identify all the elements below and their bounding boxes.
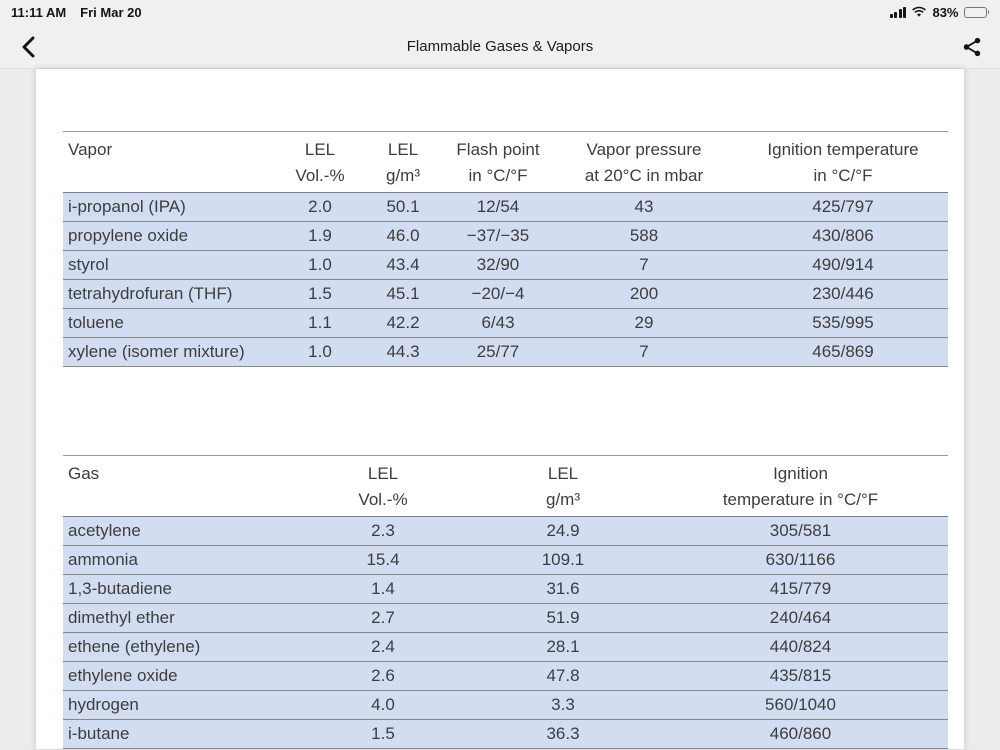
ignition-temp-cell: 490/914 [738,251,948,280]
flash-point-column-header: Flash point in °C/°F [446,132,550,193]
lel-gm3-cell: 3.3 [473,691,653,720]
vapor-name-cell: tetrahydrofuran (THF) [63,280,280,309]
battery-percent: 83% [932,4,959,20]
lel-gm3-cell: 31.6 [473,575,653,604]
lel-vol-column-header: LEL Vol.-% [280,132,360,193]
page-background [0,69,1000,749]
ignition-temp-cell: 560/1040 [653,691,948,720]
vapor-pressure-cell: 43 [550,193,738,222]
battery-icon [964,7,990,18]
lel-gm3-cell: 51.9 [473,604,653,633]
lel-vol-cell: 1.0 [280,251,360,280]
lel-vol-cell: 1.0 [280,338,360,367]
lel-gm3-cell: 24.9 [473,517,653,546]
vapor-name-cell: toluene [63,309,280,338]
flash-point-cell: 25/77 [446,338,550,367]
gas-name-cell: dimethyl ether [63,604,293,633]
table-row [63,193,948,222]
vapor-pressure-cell: 29 [550,309,738,338]
table-row [63,662,948,691]
ignition-temp-cell: 630/1166 [653,546,948,575]
vapor-table-header [63,132,948,193]
flash-point-cell: −20/−4 [446,280,550,309]
gas-table-header [63,456,948,517]
gas-column-header: Gas [63,456,293,517]
lel-vol-cell: 2.6 [293,662,473,691]
lel-gm3-cell: 50.1 [360,193,446,222]
lel-vol-cell: 2.0 [280,193,360,222]
gas-name-cell: 1,3-butadiene [63,575,293,604]
nav-bar [0,24,1000,69]
lel-gm3-column-header: LEL g/m³ [360,132,446,193]
page-title: Flammable Gases & Vapors [406,37,594,55]
status-bar [0,0,1000,24]
lel-vol-cell: 1.4 [293,575,473,604]
ignition-temp-cell: 230/446 [738,280,948,309]
lel-vol-cell: 15.4 [293,546,473,575]
lel-vol-cell: 1.5 [280,280,360,309]
table-row [63,691,948,720]
gas-name-cell: ammonia [63,546,293,575]
table-row [63,280,948,309]
gas-name-cell: ethylene oxide [63,662,293,691]
ignition-temp-cell: 440/824 [653,633,948,662]
vapor-name-cell: styrol [63,251,280,280]
vapor-pressure-cell: 200 [550,280,738,309]
flash-point-cell: 6/43 [446,309,550,338]
flash-point-cell: 32/90 [446,251,550,280]
vapor-pressure-cell: 7 [550,251,738,280]
lel-vol-cell: 2.4 [293,633,473,662]
lel-gm3-cell: 46.0 [360,222,446,251]
ignition-temp-cell: 305/581 [653,517,948,546]
table-row [63,575,948,604]
table-row [63,309,948,338]
vapor-name-cell: xylene (isomer mixture) [63,338,280,367]
ignition-temp-cell: 535/995 [738,309,948,338]
gas-name-cell: hydrogen [63,691,293,720]
ignition-temp-column-header: Ignition temperature in °C/°F [653,456,948,517]
share-icon [961,36,983,58]
table-row [63,517,948,546]
table-row [63,546,948,575]
flash-point-cell: −37/−35 [446,222,550,251]
lel-gm3-cell: 42.2 [360,309,446,338]
lel-gm3-cell: 28.1 [473,633,653,662]
ignition-temp-cell: 435/815 [653,662,948,691]
lel-vol-cell: 2.3 [293,517,473,546]
vapor-pressure-column-header: Vapor pressure at 20°C in mbar [550,132,738,193]
lel-gm3-cell: 44.3 [360,338,446,367]
ignition-temp-cell: 465/869 [738,338,948,367]
ignition-temp-cell: 430/806 [738,222,948,251]
lel-gm3-cell: 109.1 [473,546,653,575]
gas-name-cell: i-butane [63,720,293,749]
status-bar-date: Fri Mar 20 [80,4,142,20]
ignition-temp-cell: 460/860 [653,720,948,749]
cellular-signal-icon [890,7,907,18]
ignition-temp-cell: 425/797 [738,193,948,222]
lel-vol-cell: 4.0 [293,691,473,720]
vapor-name-cell: i-propanol (IPA) [63,193,280,222]
lel-vol-cell: 1.1 [280,309,360,338]
gas-name-cell: acetylene [63,517,293,546]
ignition-temp-cell: 240/464 [653,604,948,633]
lel-vol-cell: 1.5 [293,720,473,749]
share-button[interactable] [950,24,994,69]
ignition-temp-column-header: Ignition temperature in °C/°F [738,132,948,193]
lel-gm3-cell: 43.4 [360,251,446,280]
table-row [63,222,948,251]
wifi-icon [911,6,927,18]
table-row [63,251,948,280]
document-page [36,69,964,749]
status-bar-time: 11:11 AM [11,4,67,20]
vapor-column-header: Vapor [63,132,280,193]
lel-gm3-cell: 47.8 [473,662,653,691]
vapor-pressure-cell: 7 [550,338,738,367]
chevron-left-icon [21,36,35,58]
lel-vol-cell: 2.7 [293,604,473,633]
table-row [63,604,948,633]
back-button[interactable] [6,24,50,69]
vapor-pressure-cell: 588 [550,222,738,251]
gas-name-cell: ethene (ethylene) [63,633,293,662]
vapor-table [63,131,948,367]
lel-vol-cell: 1.9 [280,222,360,251]
table-row [63,338,948,367]
flash-point-cell: 12/54 [446,193,550,222]
table-row [63,720,948,749]
lel-gm3-column-header: LEL g/m³ [473,456,653,517]
table-row [63,633,948,662]
lel-gm3-cell: 45.1 [360,280,446,309]
ignition-temp-cell: 415/779 [653,575,948,604]
lel-vol-column-header: LEL Vol.-% [293,456,473,517]
vapor-name-cell: propylene oxide [63,222,280,251]
lel-gm3-cell: 36.3 [473,720,653,749]
gas-table [63,455,948,749]
